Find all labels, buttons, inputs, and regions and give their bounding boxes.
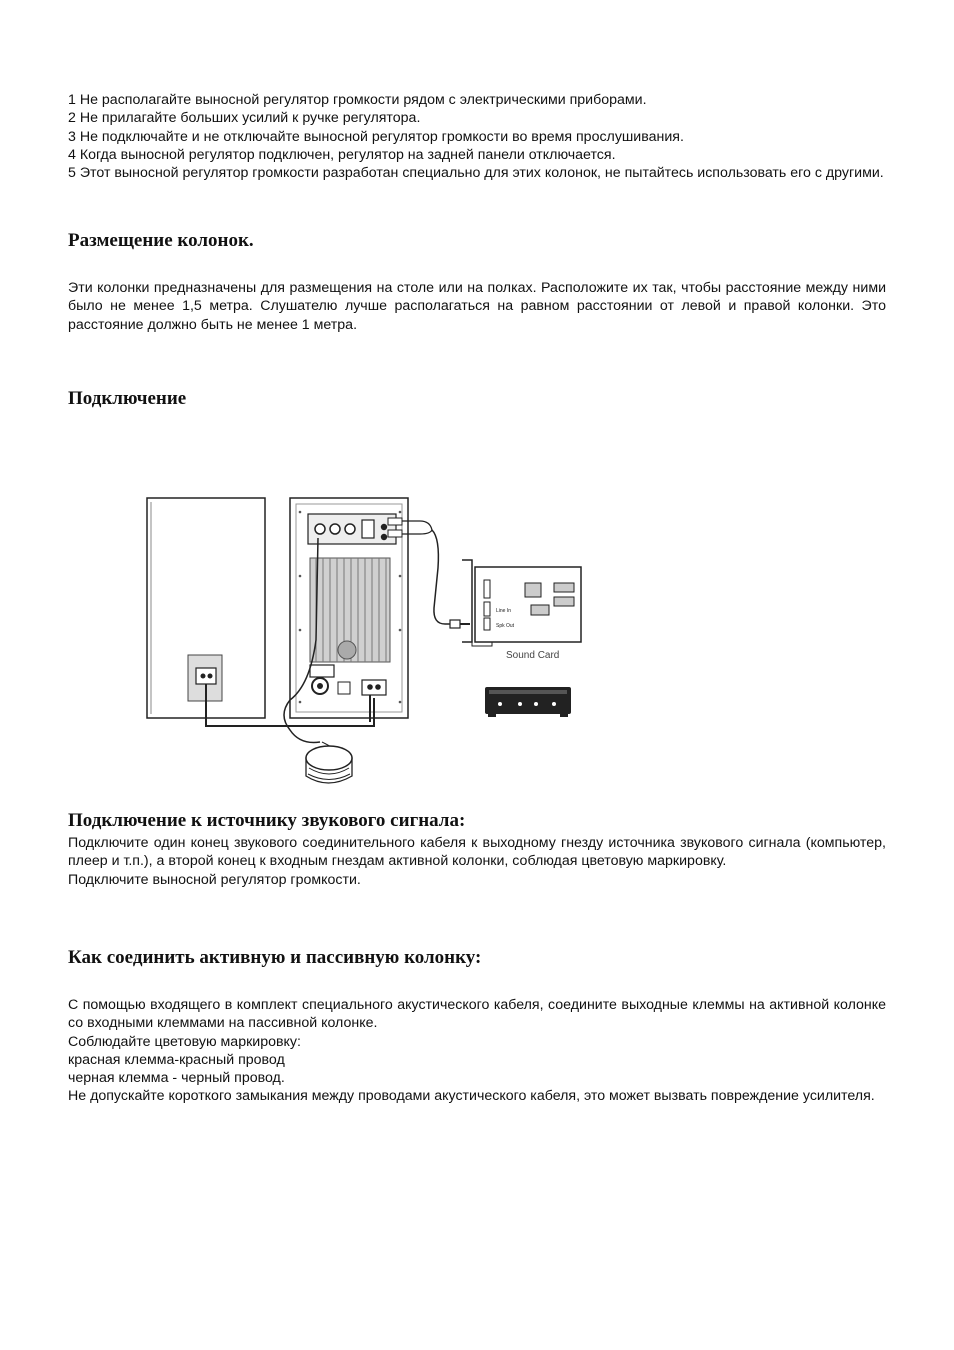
connection-heading: Подключение <box>68 388 187 409</box>
sound-card-label: Sound Card <box>506 650 560 661</box>
warnings-list <box>68 91 886 182</box>
line-in-label: Line In <box>496 608 512 614</box>
link-text: С помощью входящего в комплект специального акустического кабеля, соедините выходные клеммы на активной колонке со входными клеммами на пассивной колонке. <box>68 997 886 1032</box>
placement-section <box>68 279 886 334</box>
link-text: Соблюдайте цветовую маркировку: <box>68 1033 301 1050</box>
warning-item: 5 Этот выносной регулятор громкости разработан специально для этих колонок, не пытайтесь использовать его с другими. <box>68 165 884 182</box>
warning-item: 4 Когда выносной регулятор подключен, регулятор на задней панели отключается. <box>68 146 616 163</box>
spk-out-label: Spk Out <box>496 623 515 629</box>
source-text: Подключите выносной регулятор громкости. <box>68 871 361 888</box>
placement-heading: Размещение колонок. <box>68 230 254 251</box>
link-text: красная клемма-красный провод <box>68 1051 285 1068</box>
warning-item: 2 Не прилагайте больших усилий к ручке регулятора. <box>68 110 421 127</box>
warning-item: 1 Не располагайте выносной регулятор громкости рядом с электрическими приборами. <box>68 92 647 108</box>
cd-player <box>485 687 571 717</box>
link-section <box>68 996 886 1106</box>
sound-card <box>462 560 581 661</box>
connection-diagram <box>140 490 590 786</box>
source-text: Подключите один конец звукового соединительного кабеля к выходному гнезду источника звукового сигнала (компьютер, плеер и т.п.), а второй конец к входным гнездам активной колонки, соблюдая цветовую маркировку. <box>68 835 886 870</box>
warning-item: 3 Не подключайте и не отключайте выносной регулятор громкости во время прослушивания. <box>68 128 684 145</box>
link-text: Не допускайте короткого замыкания между проводами акустического кабеля, это может вызвать повреждение усилителя. <box>68 1088 875 1105</box>
placement-text: Эти колонки предназначены для размещения на столе или на полках. Расположите их так, чтобы расстояние между ними было не менее 1,5 метра. Слушателю лучше располагаться на равном расстоянии от левой и правой колонки. Это расстояние должно быть не менее 1 метра. <box>68 280 886 333</box>
link-text: черная клемма - черный провод. <box>68 1070 285 1087</box>
source-section <box>68 834 886 889</box>
source-heading: Подключение к источнику звукового сигнала: <box>68 810 466 831</box>
link-heading: Как соединить активную и пассивную колонку: <box>68 947 482 968</box>
